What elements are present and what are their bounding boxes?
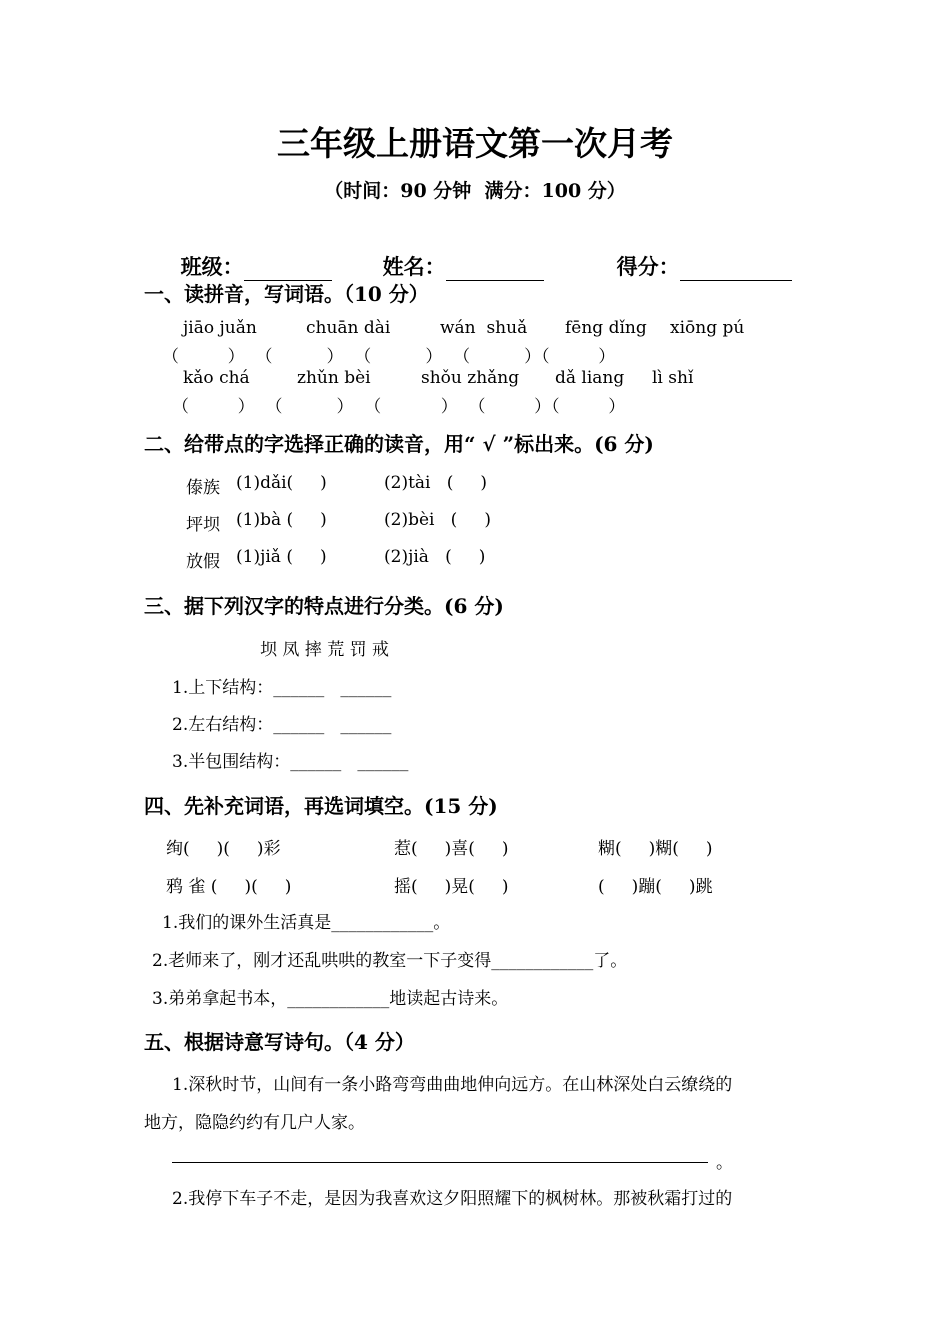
word-fill[interactable]: 惹( )喜( ) — [394, 839, 509, 859]
name-field — [368, 226, 544, 281]
fill-sentence[interactable]: 2.老师来了，刚才还乱哄哄的教室一下子变得____________了。 — [152, 951, 628, 971]
reading-option[interactable]: (1)dǎi( ) — [236, 473, 327, 493]
poem-meaning-text: 2.我停下车子不走，是因为我喜欢这夕阳照耀下的枫树林。那被秋霜打过的 — [172, 1189, 733, 1209]
class-field — [166, 226, 332, 281]
class-label: 班级： — [180, 254, 244, 279]
answer-blanks-row-1[interactable]: （ ） （ ） （ ） （ ）（ ） — [162, 347, 616, 367]
poem-meaning-text: 地方，隐隐约约有几户人家。 — [144, 1113, 365, 1133]
word-fill[interactable]: 糊( )糊( ) — [598, 839, 713, 859]
answer-line[interactable] — [172, 1162, 708, 1163]
word-fill[interactable]: 绚( )( )彩 — [166, 839, 281, 859]
reading-option[interactable]: (1)jiǎ ( ) — [236, 547, 327, 567]
question-word: 坪坝 — [186, 515, 220, 535]
pinyin-item: chuān dài — [306, 318, 391, 338]
word-fill[interactable]: 鸦 雀 ( )( ) — [166, 877, 292, 897]
pinyin-item: fēng dǐng — [565, 318, 647, 338]
classify-item[interactable]: 1.上下结构：______ ______ — [172, 678, 392, 698]
word-fill[interactable]: 摇( )晃( ) — [394, 877, 509, 897]
question-word: 放假 — [186, 552, 220, 572]
section-5-heading: 五、根据诗意写诗句。（4 分） — [144, 1030, 415, 1054]
section-2-heading: 二、给带点的字选择正确的读音，用“ √ ”标出来。(6 分) — [144, 432, 654, 456]
pinyin-item: wán shuǎ — [440, 318, 528, 338]
name-blank[interactable] — [446, 258, 544, 281]
pinyin-item: dǎ liang — [555, 368, 625, 388]
reading-option[interactable]: (2)tài ( ) — [384, 473, 487, 493]
pinyin-item: jiāo juǎn — [183, 318, 257, 338]
score-label: 得分： — [616, 254, 680, 279]
classify-item[interactable]: 2.左右结构：______ ______ — [172, 715, 392, 735]
answer-blanks-row-2[interactable]: （ ） （ ） （ ） （ ）（ ） — [172, 397, 626, 417]
question-word: 傣族 — [186, 478, 220, 498]
pinyin-item: lì shǐ — [652, 368, 694, 388]
exam-subtitle: （时间：90 分钟 满分：100 分） — [324, 180, 626, 202]
score-blank[interactable] — [680, 258, 792, 281]
section-3-heading: 三、据下列汉字的特点进行分类。(6 分) — [144, 594, 504, 618]
section-1-heading: 一、读拼音，写词语。（10 分） — [144, 282, 429, 306]
poem-meaning-text: 1.深秋时节，山间有一条小路弯弯曲曲地伸向远方。在山林深处白云缭绕的 — [172, 1075, 733, 1095]
pinyin-item: xiōng pú — [670, 318, 745, 338]
reading-option[interactable]: (1)bà ( ) — [236, 510, 327, 530]
fill-sentence[interactable]: 1.我们的课外生活真是____________。 — [162, 913, 451, 933]
pinyin-item: zhǔn bèi — [297, 368, 371, 388]
pinyin-item: kǎo chá — [183, 368, 250, 388]
word-fill[interactable]: ( )蹦( )跳 — [598, 877, 713, 897]
reading-option[interactable]: (2)jià ( ) — [384, 547, 486, 567]
reading-option[interactable]: (2)bèi ( ) — [384, 510, 491, 530]
pinyin-item: shǒu zhǎng — [421, 368, 520, 388]
answer-line-end: 。 — [716, 1153, 733, 1173]
classify-item[interactable]: 3.半包围结构：______ ______ — [172, 752, 409, 772]
character-list: 坝 凤 摔 荒 罚 戒 — [260, 640, 390, 660]
page-title: 三年级上册语文第一次月考 — [277, 124, 673, 163]
section-4-heading: 四、先补充词语，再选词填空。(15 分) — [144, 794, 498, 818]
fill-sentence[interactable]: 3.弟弟拿起书本，____________地读起古诗来。 — [152, 989, 509, 1009]
name-label: 姓名： — [382, 254, 446, 279]
score-field — [602, 226, 792, 281]
